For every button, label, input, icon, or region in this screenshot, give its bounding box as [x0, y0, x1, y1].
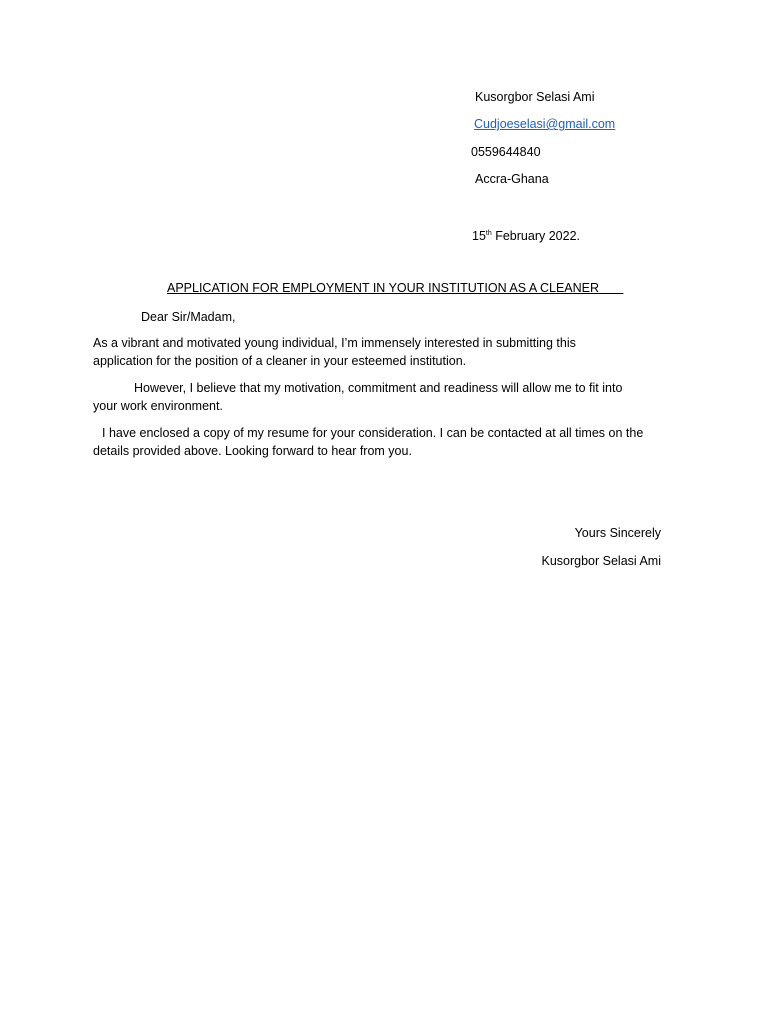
closing-sign-off: Yours Sincerely — [574, 526, 661, 540]
letter-subject — [167, 279, 623, 297]
paragraph-line: application for the position of a cleaner in your esteemed institution. — [93, 354, 467, 368]
sender-email-link[interactable]: Cudjoeselasi@gmail.com — [474, 117, 616, 131]
paragraph-line: details provided above. Looking forward to hear from you. — [93, 444, 412, 458]
signature-name: Kusorgbor Selasi Ami — [541, 554, 661, 568]
paragraph-line: your work environment. — [93, 399, 223, 413]
sender-location: Accra-Ghana — [475, 172, 549, 186]
letter-date — [472, 225, 580, 245]
date-rest: February 2022. — [491, 229, 580, 243]
paragraph-line: However, I believe that my motivation, commitment and readiness will allow me to fit into — [134, 381, 623, 395]
date-suffix: th — [485, 230, 492, 237]
sender-name: Kusorgbor Selasi Ami — [475, 90, 595, 104]
paragraph-line: As a vibrant and motivated young individual, I’m immensely interested in submitting this — [93, 336, 576, 350]
body-paragraph-2 — [93, 379, 673, 415]
body-paragraph-3 — [93, 424, 673, 460]
sender-phone: 0559644840 — [471, 145, 541, 159]
paragraph-line: I have enclosed a copy of my resume for your consideration. I can be contacted at all times on the — [102, 426, 644, 440]
salutation: Dear Sir/Madam, — [141, 310, 236, 324]
date-day: 15 — [472, 229, 486, 243]
body-paragraph-1 — [93, 334, 673, 370]
subject-text: APPLICATION FOR EMPLOYMENT IN YOUR INSTITUTION AS A CLEANER — [167, 281, 600, 295]
